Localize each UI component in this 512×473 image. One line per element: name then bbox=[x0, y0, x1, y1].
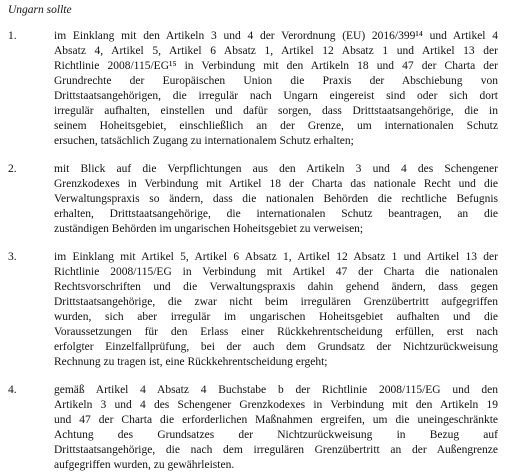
text-line: Drittstaatsangehörige, die zwar nicht beim irregulären Grenzübertritt aufgegriffen bbox=[54, 296, 498, 308]
section-heading: Ungarn sollte bbox=[8, 4, 72, 16]
text-line: Grundrechte der Europäischen Union die Praxis der Abschiebung von bbox=[54, 75, 498, 87]
text-line: Voraussetzungen für den Erlass einer Rückkehrentscheidung erfüllen, erst nach bbox=[54, 326, 498, 338]
text-line: seinem Hoheitsgebiet, einschließlich an der Grenze, um internationalen Schutz bbox=[54, 120, 498, 132]
text-line: wurden, sich aber irregulär im ungarischen Hoheitsgebiet aufhalten und die bbox=[54, 311, 498, 323]
text-line: Rechtsvorschriften und die Verwaltungspraxis dahin gehend ändern, dass gegen bbox=[54, 281, 498, 293]
item-text bbox=[54, 29, 498, 149]
item-text bbox=[54, 250, 498, 370]
text-line: Drittstaatsangehörigen, die irregulär nach Ungarn eingereist sind oder sich dort bbox=[54, 90, 498, 102]
text-line: Achtung des Grundsatzes der Nichtzurückweisung in Bezug auf bbox=[54, 429, 498, 441]
text-line: Rechnung zu tragen ist, eine Rückkehrentscheidung ergeht; bbox=[54, 356, 328, 368]
text-line: erhalten, Drittstaatsangehörige, die internationalen Schutz beantragen, an die bbox=[54, 208, 498, 220]
text-line: Verwaltungspraxis so ändern, dass die nationalen Behörden die rechtliche Befugnis bbox=[54, 193, 498, 205]
text-line: Richtlinie 2008/115/EG in Verbindung mit Artikel 47 der Charta die nationalen bbox=[54, 266, 498, 278]
text-line: Absatz 4, Artikel 5, Artikel 6 Absatz 1, Artikel 12 Absatz 1 und Artikel 13 der bbox=[54, 45, 498, 57]
recommendation-item bbox=[8, 29, 498, 149]
text-line: im Einklang mit Artikel 5, Artikel 6 Absatz 1, Artikel 12 Absatz 1 und Artikel 13 der bbox=[54, 251, 498, 263]
recommendation-item bbox=[8, 250, 498, 370]
text-line: gemäß Artikel 4 Absatz 4 Buchstabe b der Richtlinie 2008/115/EG und den bbox=[54, 384, 498, 396]
text-line: erfolgter Einzelfallprüfung, bei der auch dem Grundsatz der Nichtzurückweisung bbox=[54, 341, 498, 353]
item-number: 4. bbox=[8, 384, 17, 396]
recommendation-list bbox=[8, 29, 498, 473]
text-line: aufgegriffen wurden, zu gewährleisten. bbox=[54, 459, 235, 471]
item-text bbox=[54, 162, 498, 237]
item-text bbox=[54, 383, 498, 473]
text-line: im Einklang mit den Artikeln 3 und 4 der Verordnung (EU) 2016/399¹⁴ und Artikel 4 bbox=[54, 30, 498, 42]
text-line: mit Blick auf die Verpflichtungen aus den Artikeln 3 und 4 des Schengener bbox=[54, 163, 498, 175]
text-line: zuständigen Behörden im ungarischen Hoheitsgebiet zu verweisen; bbox=[54, 223, 364, 235]
text-line: Richtlinie 2008/115/EG¹⁵ in Verbindung mit den Artikeln 18 und 47 der Charta der bbox=[54, 60, 498, 72]
text-line: ersuchen, tatsächlich Zugang zu internationalem Schutz erhalten; bbox=[54, 135, 354, 147]
recommendation-item bbox=[8, 383, 498, 473]
text-line: Artikeln 3 und 4 des Schengener Grenzkodexes in Verbindung mit den Artikeln 19 bbox=[54, 399, 498, 411]
recommendation-item bbox=[8, 162, 498, 237]
text-line: Grenzkodexes in Verbindung mit Artikel 18 der Charta das nationale Recht und die bbox=[54, 178, 498, 190]
text-line: Drittstaatsangehörige, die nach dem irregulären Grenzübertritt an der Außengrenze bbox=[54, 444, 498, 456]
item-number: 1. bbox=[8, 30, 17, 42]
item-number: 2. bbox=[8, 163, 17, 175]
text-line: und 47 der Charta die erforderlichen Maßnahmen ergreifen, um die uneingeschränkte bbox=[54, 414, 498, 426]
text-line: irregulär aufhalten, einstellen und dafür sorgen, dass Drittstaatsangehörige, die in bbox=[54, 105, 498, 117]
item-number: 3. bbox=[8, 251, 17, 263]
